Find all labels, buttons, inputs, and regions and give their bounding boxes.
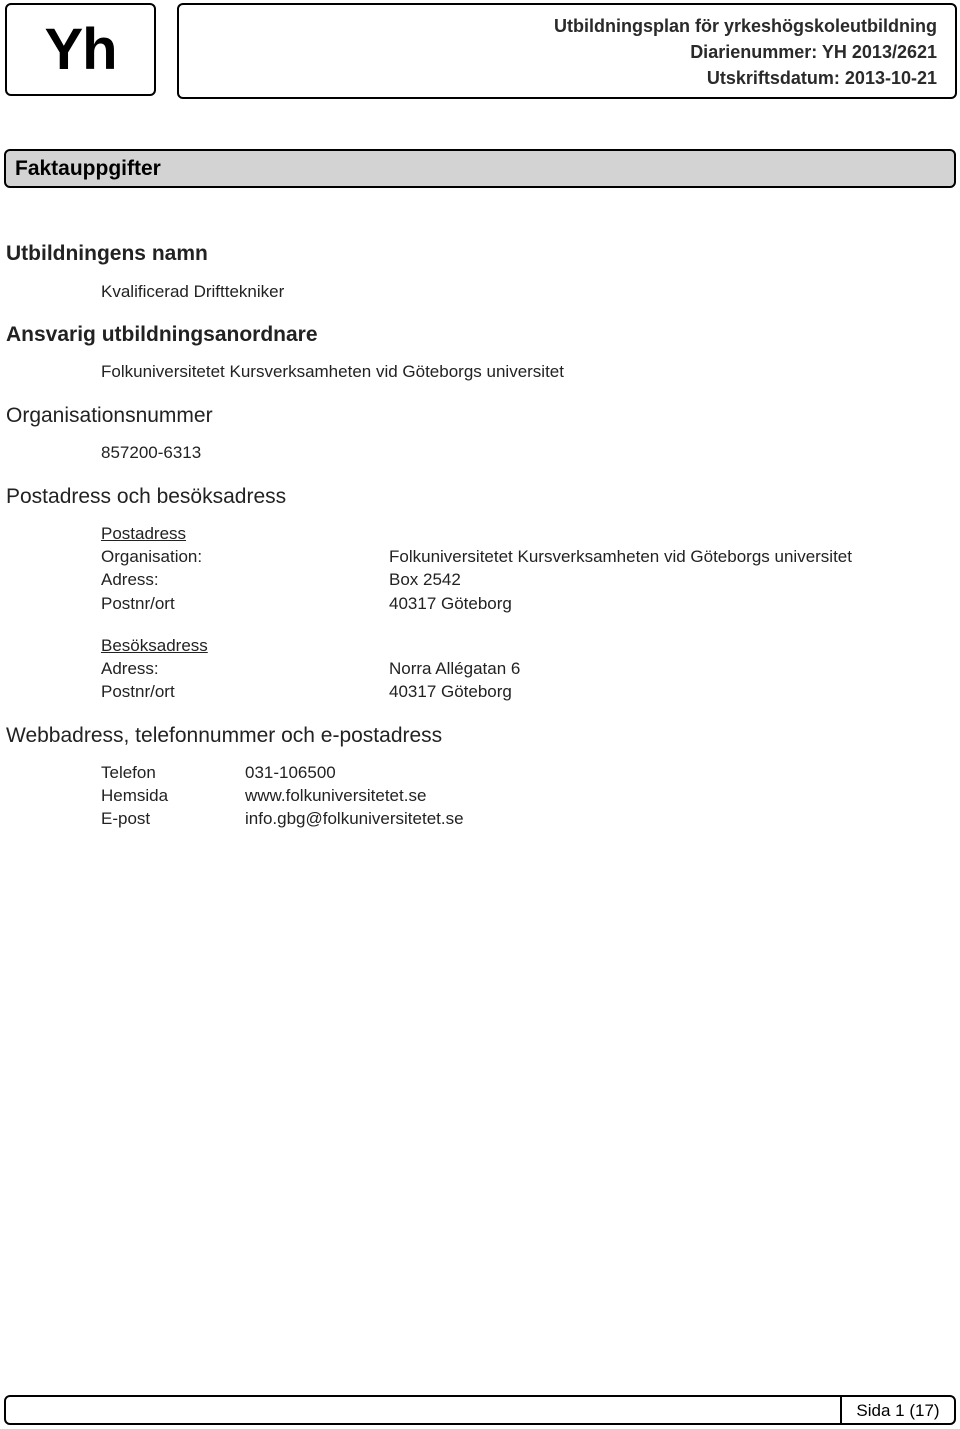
organisation-value: Folkuniversitetet Kursverksamheten vid Göteborgs universitet (389, 547, 852, 566)
hemsida-label: Hemsida (101, 786, 169, 805)
page-number: Sida 1 (17) (840, 1397, 954, 1423)
telefon-value: 031-106500 (245, 763, 336, 782)
post-adress-label: Adress: (101, 570, 159, 589)
telefon-label: Telefon (101, 763, 156, 782)
heading-ansvarig: Ansvarig utbildningsanordnare (6, 323, 318, 346)
yh-logo (5, 3, 156, 96)
document-title: Utbildningsplan för yrkeshögskoleutbildning (553, 16, 937, 36)
hemsida-value: www.folkuniversitetet.se (245, 786, 427, 805)
heading-kontakt: Webbadress, telefonnummer och e-postadress (6, 724, 443, 747)
page-footer (4, 1395, 956, 1425)
besok-adress-value: Norra Allégatan 6 (389, 659, 521, 678)
diarienummer: Diarienummer: YH 2013/2621 (690, 42, 937, 62)
utskriftsdatum: Utskriftsdatum: 2013-10-21 (706, 68, 937, 88)
post-postnr-value: 40317 Göteborg (389, 594, 512, 613)
value-utbildningens-namn: Kvalificerad Drifttekniker (101, 282, 285, 301)
section-title-bar (4, 149, 956, 188)
document-header (177, 3, 957, 99)
epost-label: E-post (101, 809, 151, 828)
epost-value: info.gbg@folkuniversitetet.se (245, 809, 464, 828)
besoksadress-title: Besöksadress (101, 636, 208, 655)
section-title: Faktauppgifter (15, 157, 161, 180)
logo-text: Yh (44, 17, 117, 82)
postadress-title: Postadress (101, 524, 187, 543)
besok-postnr-value: 40317 Göteborg (389, 682, 512, 701)
post-postnr-label: Postnr/ort (101, 594, 175, 613)
besok-adress-label: Adress: (101, 659, 159, 678)
value-organisationsnummer: 857200-6313 (101, 443, 202, 462)
organisation-label: Organisation: (101, 547, 203, 566)
post-adress-value: Box 2542 (389, 570, 461, 589)
value-ansvarig: Folkuniversitetet Kursverksamheten vid Göteborgs universitet (101, 362, 564, 381)
besok-postnr-label: Postnr/ort (101, 682, 175, 701)
heading-organisationsnummer: Organisationsnummer (6, 404, 213, 427)
heading-utbildningens-namn: Utbildningens namn (6, 242, 208, 265)
heading-adresser: Postadress och besöksadress (6, 485, 287, 508)
